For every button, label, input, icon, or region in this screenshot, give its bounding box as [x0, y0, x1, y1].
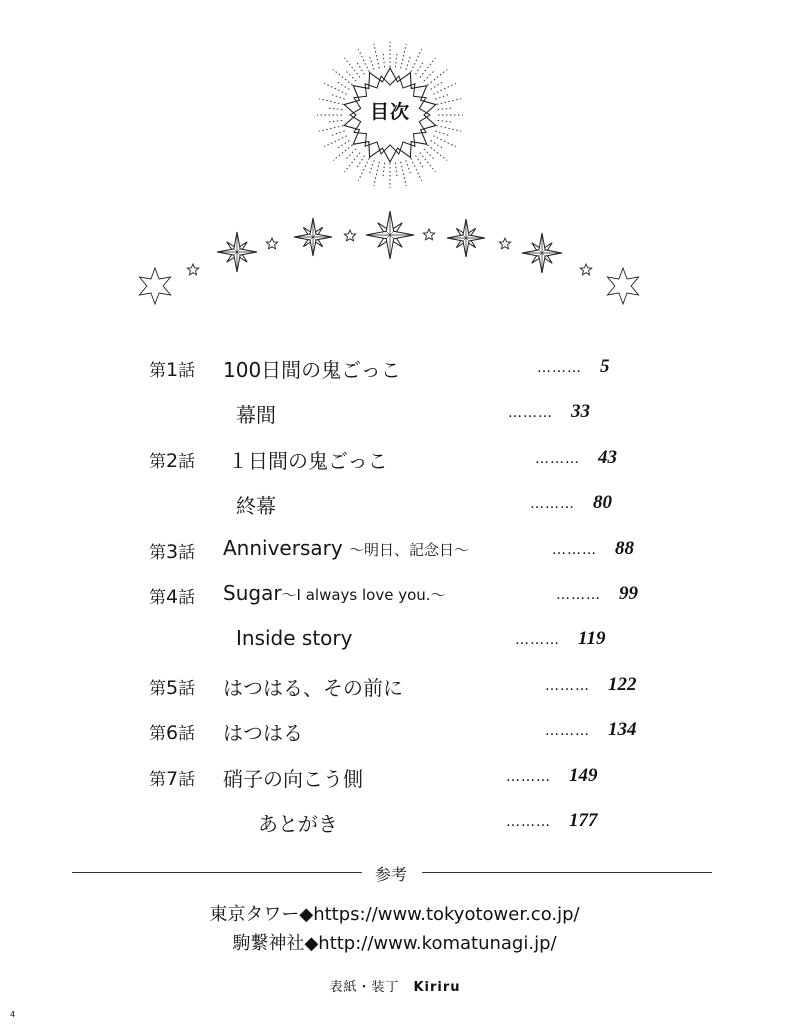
burst-ray: [336, 81, 350, 90]
burst-ray: [438, 108, 454, 110]
page-title: 目次: [369, 101, 410, 123]
star-arc-ornament: [120, 200, 660, 310]
divider-right: [422, 872, 712, 873]
burst-ray: [428, 145, 448, 161]
leader-dots: ………: [552, 542, 597, 558]
star-icon: [607, 268, 638, 304]
burst-ray: [345, 70, 356, 81]
burst-ray: [330, 131, 345, 136]
burst-ray: [435, 131, 450, 136]
compass-star-icon: [522, 233, 562, 273]
leader-dots: ………: [537, 360, 582, 376]
references-label: 参考: [375, 865, 408, 884]
burst-ray: [336, 141, 350, 150]
toc-title: あとがき: [258, 812, 338, 836]
toc-title: Anniversary 〜明日、記念日〜: [223, 536, 470, 560]
small-star-icon: [423, 229, 434, 240]
burst-ray: [401, 162, 407, 186]
credit-name: Kiriru: [413, 980, 461, 995]
chapter-label: 第3話: [149, 541, 196, 563]
page-number-ref: 33: [571, 401, 590, 422]
page-number-ref: 99: [619, 583, 638, 604]
chapter-label: 第1話: [149, 359, 196, 381]
leader-dots: ………: [535, 451, 580, 467]
toc-title: 硝子の向こう側: [223, 767, 363, 791]
burst-ray: [424, 70, 435, 81]
reference-url[interactable]: http://www.komatunagi.jp/: [318, 933, 557, 954]
burst-ray: [438, 120, 454, 122]
reference-url[interactable]: https://www.tokyotower.co.jp/: [313, 904, 580, 925]
page-number-ref: 177: [569, 810, 598, 831]
burst-ray: [406, 55, 411, 70]
page-number-ref: 5: [600, 356, 610, 377]
reference-item: [0, 900, 789, 926]
burst-ray: [406, 160, 411, 175]
leader-dots: ………: [556, 587, 601, 603]
burst-ray: [344, 153, 360, 173]
compass-star-icon: [294, 218, 332, 256]
page-number-ref: 43: [598, 447, 617, 468]
burst-ray: [395, 163, 397, 179]
chapter-label: 第4話: [149, 586, 196, 608]
burst-ray: [428, 69, 448, 85]
burst-ray: [416, 61, 425, 75]
page-number-ref: 122: [608, 674, 637, 695]
leader-dots: ………: [508, 405, 553, 421]
cover-credit: [300, 976, 490, 995]
burst-ray: [433, 83, 456, 94]
leader-dots: ………: [515, 632, 560, 648]
burst-ray: [411, 158, 422, 181]
burst-ray: [369, 160, 374, 175]
compass-star-icon: [217, 232, 257, 272]
burst-ray: [424, 149, 435, 160]
burst-ray: [383, 51, 385, 67]
burst-ray: [358, 49, 369, 72]
toc-title: はつはる、その前に: [223, 676, 403, 700]
star-icon: [139, 268, 170, 304]
page-number-ref: 149: [569, 765, 598, 786]
compass-star-icon: [366, 211, 414, 259]
burst-ray: [411, 49, 422, 72]
burst-ray: [437, 99, 461, 105]
burst-ray: [333, 145, 353, 161]
page-number-ref: 119: [578, 628, 606, 649]
burst-ray: [420, 58, 436, 78]
toc-title: 幕間: [236, 403, 276, 427]
burst-ray: [319, 126, 343, 132]
toc-subtitle: 〜明日、記念日〜: [349, 541, 470, 559]
burst-ray: [374, 44, 380, 68]
small-star-icon: [499, 238, 510, 249]
reference-name: 駒繋神社: [232, 933, 305, 954]
diamond-bullet-icon: ◆: [304, 933, 319, 954]
chapter-label: 第7話: [149, 768, 196, 790]
small-star-icon: [344, 230, 355, 241]
leader-dots: ………: [506, 769, 551, 785]
burst-ray: [344, 58, 360, 78]
page-number-ref: 88: [615, 538, 634, 559]
chapter-label: 第5話: [149, 677, 196, 699]
credit-label: 表紙・装丁: [329, 980, 400, 995]
chapter-label: 第6話: [149, 722, 196, 744]
toc-title: １日間の鬼ごっこ: [228, 449, 388, 473]
toc-title: Inside story: [236, 626, 353, 650]
divider-left: [72, 872, 362, 873]
burst-ray: [433, 136, 456, 147]
folio-page-number: 4: [10, 1010, 16, 1019]
reference-item: [0, 929, 789, 955]
burst-ray: [383, 163, 385, 179]
burst-ray: [437, 126, 461, 132]
burst-ray: [420, 153, 436, 173]
burst-ray: [358, 158, 369, 181]
burst-ray: [374, 162, 380, 186]
burst-ray: [324, 136, 347, 147]
burst-ray: [395, 51, 397, 67]
burst-ray: [345, 149, 356, 160]
small-star-icon: [187, 264, 198, 275]
toc-subtitle: 〜I always love you.〜: [281, 586, 446, 604]
burst-ray: [333, 69, 353, 85]
toc-title: 終幕: [236, 494, 276, 518]
toc-title: 100日間の鬼ごっこ: [223, 358, 401, 382]
leader-dots: ………: [545, 723, 590, 739]
burst-ray: [401, 44, 407, 68]
small-star-icon: [580, 264, 591, 275]
toc-title: はつはる: [223, 721, 303, 745]
chapter-label: 第2話: [149, 450, 196, 472]
burst-ray: [431, 141, 445, 150]
burst-ray: [324, 83, 347, 94]
compass-star-icon: [447, 219, 485, 257]
leader-dots: ………: [545, 678, 590, 694]
diamond-bullet-icon: ◆: [299, 904, 314, 925]
page-number-ref: 134: [608, 719, 637, 740]
burst-ray: [431, 81, 445, 90]
toc-title: Sugar〜I always love you.〜: [223, 581, 446, 605]
reference-name: 東京タワー: [209, 904, 300, 925]
leader-dots: ………: [530, 496, 575, 512]
burst-ray: [356, 156, 365, 170]
burst-ray: [416, 156, 425, 170]
burst-ray: [369, 55, 374, 70]
small-star-icon: [266, 238, 277, 249]
page-number-ref: 80: [593, 492, 612, 513]
burst-ray: [356, 61, 365, 75]
leader-dots: ………: [506, 814, 551, 830]
